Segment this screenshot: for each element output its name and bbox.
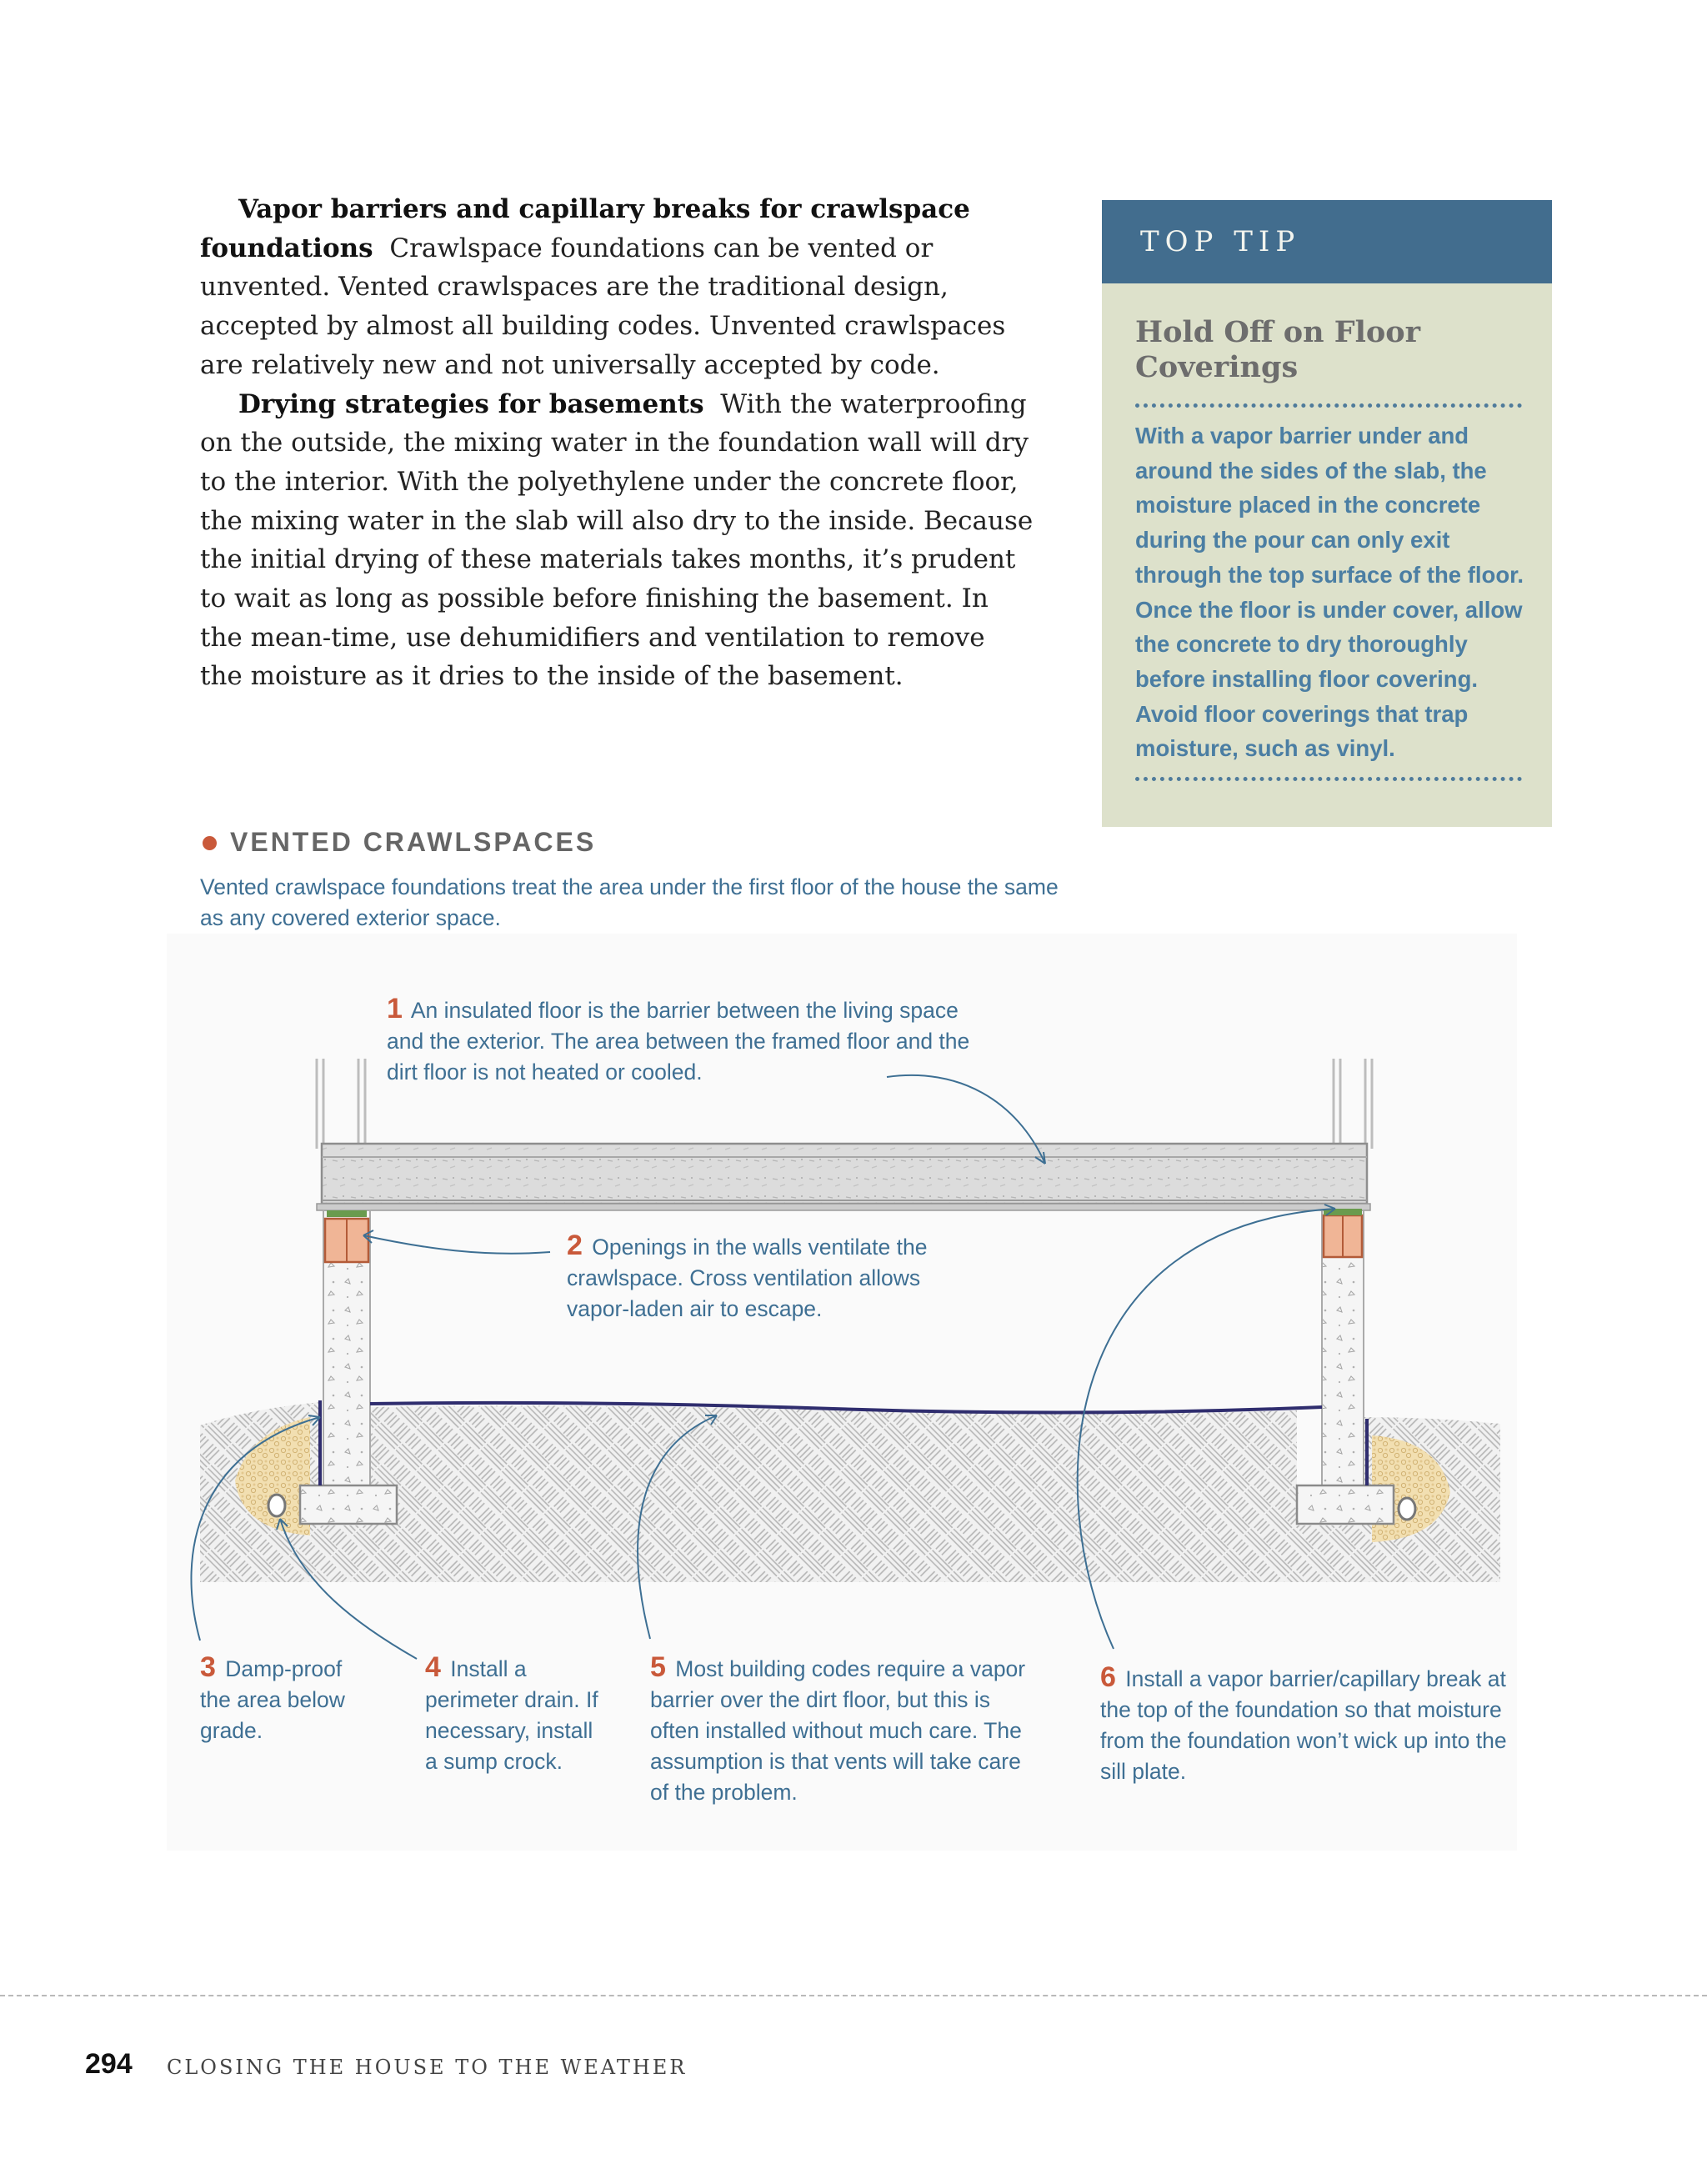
footer-divider xyxy=(0,1995,1707,1996)
paragraph-basements-text: With the waterproofing on the outside, the mixing water in the foundation wall will dry to the interior. With the polyethylene under the concrete floor, the mixing water in the slab will also dry to the inside. Because the initial drying of these materials takes months, it’s prudent to wait as long as possible before finishing the basement. In the mean-time, use dehumidifiers and ventilation to remove the moisture as it dries to the inside of the basement. xyxy=(200,388,1034,692)
paragraph-crawlspace-heading: Vapor barriers and capillary breaks for crawlspace foundations xyxy=(200,194,970,263)
callout-1 xyxy=(387,994,970,1088)
top-tip-header xyxy=(1102,200,1552,283)
body-text xyxy=(200,190,1034,696)
top-tip-divider-bottom xyxy=(1135,777,1522,781)
callout-6-number: 6 xyxy=(1100,1661,1116,1693)
callout-1-number: 1 xyxy=(387,993,403,1024)
callout-3-number: 3 xyxy=(200,1651,216,1683)
paragraph-basements-heading: Drying strategies for basements xyxy=(238,388,704,419)
callout-4-text: Install a perimeter drain. If necessary, install a sump crock. xyxy=(425,1656,598,1774)
top-tip-box xyxy=(1102,200,1552,827)
section-subtitle: Vented crawlspace foundations treat the area under the first floor of the house the same as any covered exterior space. xyxy=(200,874,1059,930)
callout-1-text: An insulated floor is the barrier between the living space and the exterior. The area between the framed floor and the dirt floor is not heated or cooled. xyxy=(387,998,970,1084)
section-bullet-icon xyxy=(203,836,217,850)
top-tip-body: With a vapor barrier under and around the sides of the slab, the moisture placed in the concrete during the pour can only exit through the top surface of the floor. Once the floor is under cover, allow the concrete to dry thoroughly before installing floor covering. Avoid floor coverings that trap moisture, such as vinyl. xyxy=(1135,423,1524,762)
callout-2-number: 2 xyxy=(567,1230,583,1261)
callout-4-number: 4 xyxy=(425,1651,441,1683)
page-number: 294 xyxy=(85,2048,133,2080)
running-head: CLOSING THE HOUSE TO THE WEATHER xyxy=(167,2056,688,2079)
section-title: VENTED CRAWLSPACES xyxy=(230,827,597,857)
top-tip-label: TOP TIP xyxy=(1140,225,1301,258)
paragraph-basements xyxy=(200,385,1034,697)
callout-2 xyxy=(567,1230,959,1325)
callout-3 xyxy=(200,1652,367,1746)
paragraph-crawlspace xyxy=(200,190,1034,385)
callout-6 xyxy=(1100,1662,1517,1787)
paragraph-crawlspace-text: Crawlspace foundations can be vented or unvented. Vented crawlspaces are the traditional design, accepted by almost all building codes. Unvented crawlspaces are relatively new and not universally accepted by code. xyxy=(200,233,1006,380)
callout-4 xyxy=(425,1652,608,1777)
callout-5-text: Most building codes require a vapor barrier over the dirt floor, but this is often installed without much care. The assumption is that vents will take care of the problem. xyxy=(650,1656,1026,1805)
callout-5-number: 5 xyxy=(650,1651,666,1683)
top-tip-title: Hold Off on Floor Coverings xyxy=(1135,315,1421,384)
callout-2-text: Openings in the walls ventilate the crawlspace. Cross ventilation allows vapor-laden air to escape. xyxy=(567,1235,928,1321)
top-tip-divider-top xyxy=(1135,403,1522,408)
callout-3-text: Damp-proof the area below grade. xyxy=(200,1656,345,1743)
callout-5 xyxy=(650,1652,1034,1808)
callout-6-text: Install a vapor barrier/capillary break at the top of the foundation so that moisture from the foundation won’t wick up into the sill plate. xyxy=(1100,1666,1507,1784)
